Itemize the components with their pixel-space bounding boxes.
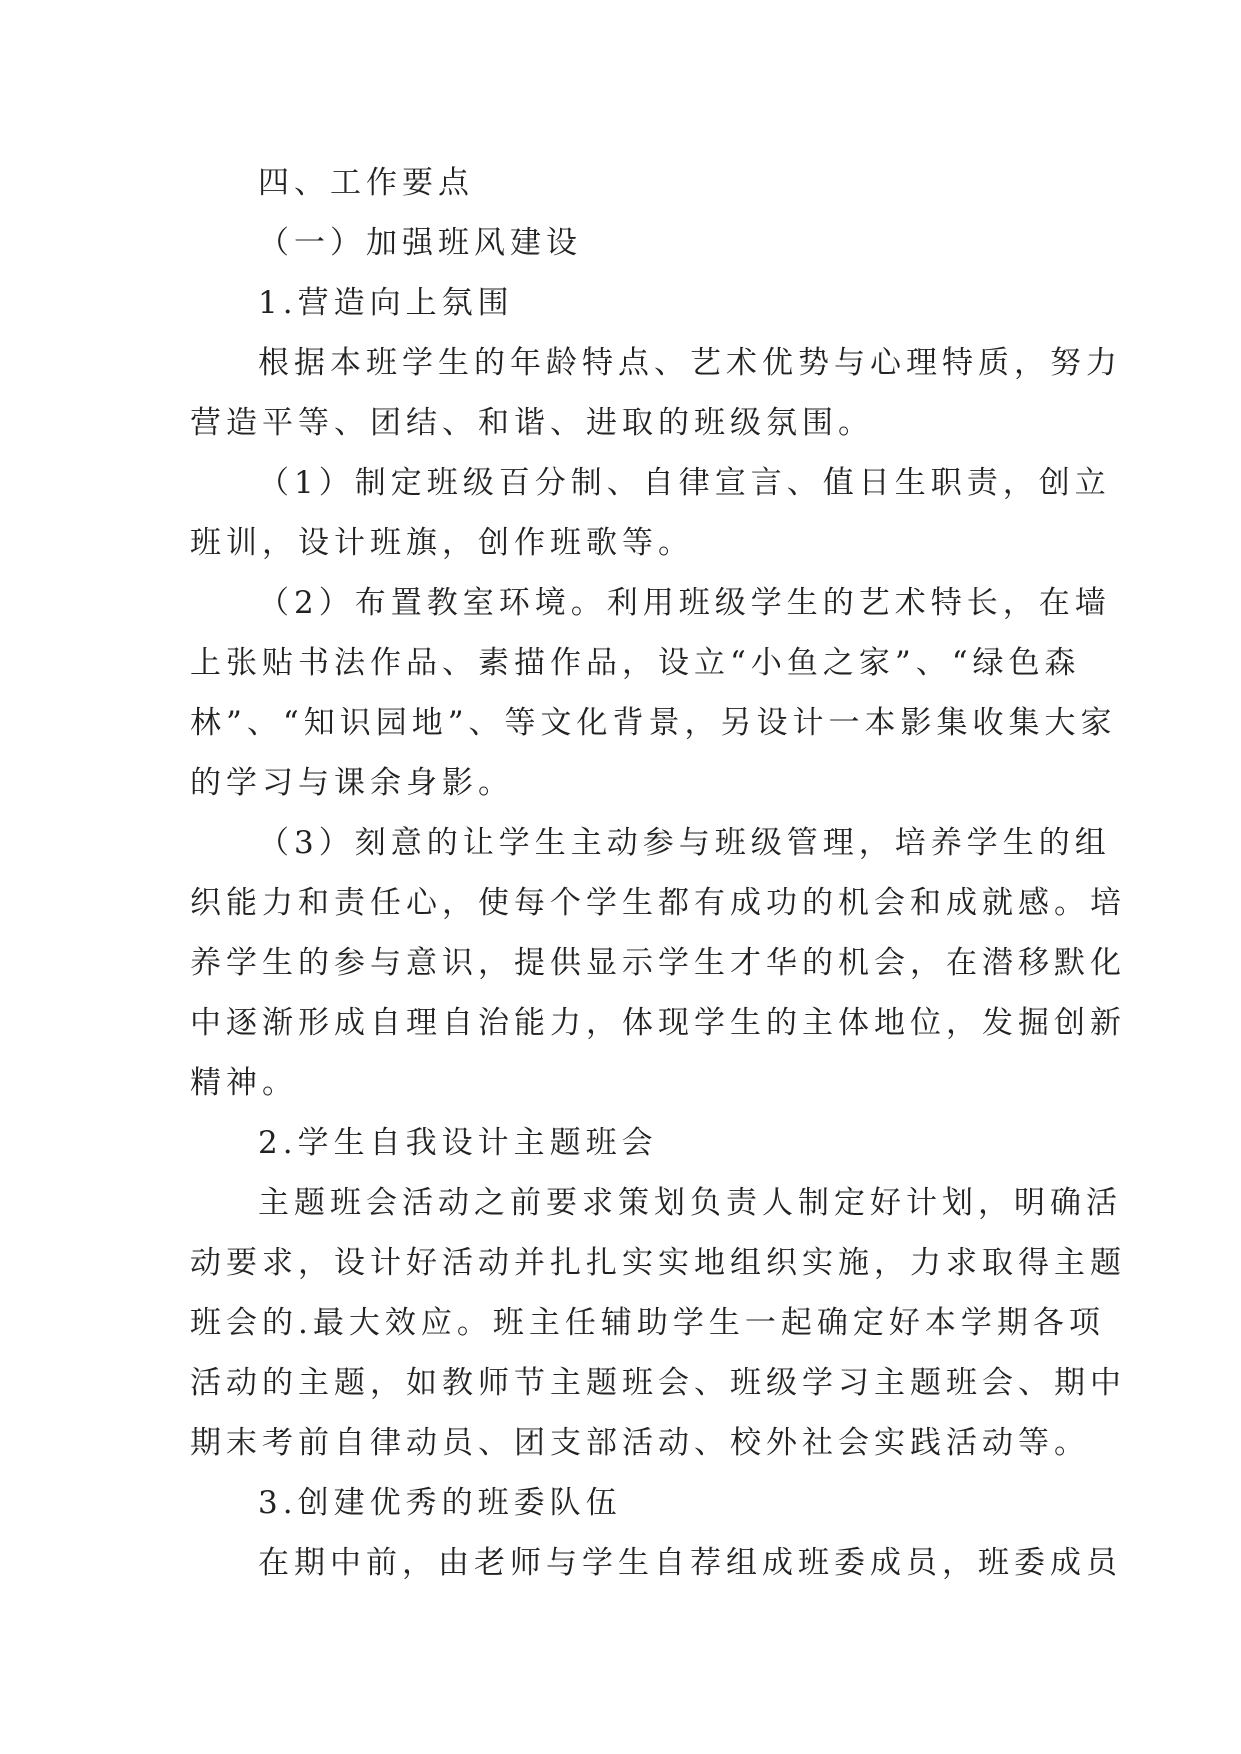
paragraph-line: 精神。 [190, 1065, 298, 1101]
paragraph-line: 主题班会活动之前要求策划负责人制定好计划，明确活 [258, 1185, 1122, 1221]
paragraph-line: 班会的.最大效应。班主任辅助学生一起确定好本学期各项 [190, 1305, 1105, 1341]
paragraph-line: 班训，设计班旗，创作班歌等。 [190, 525, 694, 561]
paragraph-line: 营造平等、团结、和谐、进取的班级氛围。 [190, 405, 874, 441]
item-title: 1.营造向上氛围 [258, 285, 514, 321]
paragraph-line: （3）刻意的让学生主动参与班级管理，培养学生的组 [258, 825, 1111, 861]
paragraph-line: 活动的主题，如教师节主题班会、班级学习主题班会、期中 [190, 1365, 1126, 1401]
paragraph-line: 上张贴书法作品、素描作品，设立“小鱼之家”、“绿色森 [190, 645, 1081, 681]
paragraph-line: 织能力和责任心，使每个学生都有成功的机会和成就感。培 [190, 885, 1126, 921]
paragraph-line: 根据本班学生的年龄特点、艺术优势与心理特质，努力 [258, 345, 1122, 381]
section-heading: 四、工作要点 [258, 165, 474, 201]
paragraph-line: （1）制定班级百分制、自律宣言、值日生职责，创立 [258, 465, 1111, 501]
paragraph-line: 养学生的参与意识，提供显示学生才华的机会，在潜移默化 [190, 945, 1126, 981]
subsection-heading: （一）加强班风建设 [258, 225, 582, 261]
paragraph-line: 动要求，设计好活动并扎扎实实地组织实施，力求取得主题 [190, 1245, 1126, 1281]
item-title: 3.创建优秀的班委队伍 [258, 1485, 622, 1521]
item-title: 2.学生自我设计主题班会 [258, 1125, 658, 1161]
paragraph-line: （2）布置教室环境。利用班级学生的艺术特长，在墙 [258, 585, 1111, 621]
paragraph-line: 中逐渐形成自理自治能力，体现学生的主体地位，发掘创新 [190, 1005, 1126, 1041]
paragraph-line: 在期中前，由老师与学生自荐组成班委成员，班委成员 [258, 1545, 1122, 1581]
paragraph-line: 期末考前自律动员、团支部活动、校外社会实践活动等。 [190, 1425, 1090, 1461]
paragraph-line: 林”、“知识园地”、等文化背景，另设计一本影集收集大家 [190, 705, 1117, 741]
paragraph-line: 的学习与课余身影。 [190, 765, 514, 801]
